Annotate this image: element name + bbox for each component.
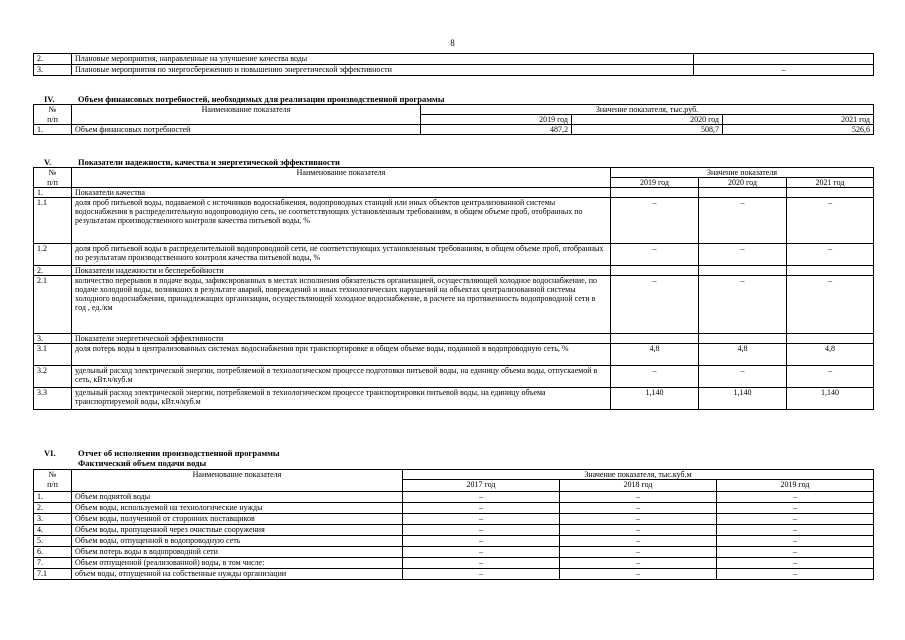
row-name: Объем отпущенной (реализованной) воды, в том числе:	[72, 558, 403, 569]
row-value: 4,8	[611, 344, 699, 366]
year-header: 2021 год	[723, 115, 874, 125]
row-number: 5.	[34, 536, 72, 547]
section-title: Отчет об исполнении производственной программы	[78, 448, 280, 458]
year-header: 2018 год	[560, 480, 717, 492]
page-number: 8	[450, 38, 455, 48]
table-row	[34, 492, 874, 503]
row-value: 526,6	[723, 125, 874, 135]
row-value: –	[611, 198, 699, 244]
row-value: –	[403, 492, 560, 503]
table-row	[34, 125, 874, 135]
row-number: 2.	[34, 503, 72, 514]
year-header: 2017 год	[403, 480, 560, 492]
row-value	[699, 334, 787, 344]
row-value: –	[699, 366, 787, 388]
row-value	[611, 334, 699, 344]
row-value: 4,8	[699, 344, 787, 366]
row-value: –	[560, 536, 717, 547]
row-value	[787, 266, 874, 276]
row-number: 1.	[34, 492, 72, 503]
table-row	[34, 266, 874, 276]
row-value	[699, 266, 787, 276]
col-number-header-sub: п/п	[34, 178, 72, 188]
col-value-header: Значение показателя, тыс.куб.м	[403, 470, 874, 480]
col-number-header: №	[34, 470, 72, 480]
col-value-header: Значение показателя	[611, 168, 874, 178]
row-value: –	[560, 558, 717, 569]
table-row	[34, 536, 874, 547]
row-value: –	[717, 514, 874, 525]
water-supply-report-table	[33, 469, 874, 580]
row-value: –	[560, 569, 717, 580]
row-value: –	[403, 558, 560, 569]
row-value: –	[717, 536, 874, 547]
row-value: –	[611, 276, 699, 334]
row-name: доля проб питьевой воды в распределительной водопроводной сети, не соответствующих установленным требованиям, в общем объеме проб, отобранных по результатам производственного контроля качества питьевой воды, %	[72, 244, 611, 266]
row-name: Объем финансовых потребностей	[72, 125, 421, 135]
section-iv-heading	[44, 95, 444, 104]
row-number: 3.	[34, 514, 72, 525]
row-value: –	[699, 244, 787, 266]
row-name: количество перерывов в подаче воды, зафиксированных в местах исполнения обязательств организацией, осуществляющей холодное водоснабжение, по подаче холодной воды, возникших в результате аварий, повреждений и иных технологических нарушений на объектах централизованной системы холодного водоснабжения, принадлежащих организации, осуществляющей холодное водоснабжение, в расчете на протяженность водопроводной сети в год , ед./км	[72, 276, 611, 334]
row-value: –	[560, 547, 717, 558]
row-value: –	[403, 525, 560, 536]
continuation-table	[33, 53, 874, 76]
table-row	[34, 276, 874, 334]
table-row	[34, 334, 874, 344]
row-value	[787, 334, 874, 344]
section-v-heading	[44, 158, 340, 167]
row-name: объем воды, отпущенной на собственные нужды организации	[72, 569, 403, 580]
row-value	[699, 188, 787, 198]
row-value: –	[403, 547, 560, 558]
row-value: –	[403, 536, 560, 547]
row-value: –	[787, 244, 874, 266]
row-value: 1,140	[699, 388, 787, 410]
col-name-header: Наименование показателя	[72, 105, 421, 125]
row-name: Объем воды, отпущенной в водопроводную сеть	[72, 536, 403, 547]
row-name: Объем воды, полученной от сторонних поставщиков	[72, 514, 403, 525]
row-value: –	[403, 514, 560, 525]
row-value	[611, 266, 699, 276]
table-row	[34, 569, 874, 580]
row-value: 487,2	[421, 125, 572, 135]
table-row	[34, 558, 874, 569]
section-title: Показатели надежности, качества и энергетической эффективности	[78, 157, 340, 167]
table-row	[34, 503, 874, 514]
row-name: Объем поднятой воды	[72, 492, 403, 503]
row-number: 2.1	[34, 276, 72, 334]
row-name: удельный расход электрической энергии, потребляемой в технологическом процессе транспортировки питьевой воды, на единицу объема транспортируемой воды, кВт.ч/куб.м	[72, 388, 611, 410]
table-row	[34, 525, 874, 536]
row-value: 4,8	[787, 344, 874, 366]
year-header: 2020 год	[699, 178, 787, 188]
row-number: 3.	[34, 334, 72, 344]
col-number-header: №	[34, 168, 72, 178]
row-value: 508,7	[572, 125, 723, 135]
table-row	[34, 188, 874, 198]
row-value: –	[717, 558, 874, 569]
reliability-indicators-table	[33, 167, 874, 410]
col-name-header: Наименование показателя	[72, 470, 403, 492]
row-value: –	[717, 503, 874, 514]
row-name: Объем воды, пропущенной через очистные сооружения	[72, 525, 403, 536]
year-header: 2021 год	[787, 178, 874, 188]
table-row	[34, 344, 874, 366]
row-value: –	[717, 492, 874, 503]
row-number: 2.	[34, 266, 72, 276]
row-number: 1.	[34, 125, 72, 135]
col-number-header: №	[34, 105, 72, 115]
col-number-header-sub: п/п	[34, 480, 72, 492]
table-row	[34, 366, 874, 388]
row-number: 4.	[34, 525, 72, 536]
row-value: –	[611, 366, 699, 388]
table-row	[34, 388, 874, 410]
col-value-header: Значение показателя, тыс.руб.	[421, 105, 874, 115]
row-value: –	[560, 525, 717, 536]
section-number: IV.	[44, 94, 55, 104]
table-row	[34, 65, 874, 76]
row-value: –	[560, 503, 717, 514]
row-number: 3.1	[34, 344, 72, 366]
row-name: Плановые мероприятия, направленные на улучшение качества воды	[72, 54, 694, 65]
row-value: –	[611, 244, 699, 266]
row-value: –	[717, 525, 874, 536]
row-number: 7.	[34, 558, 72, 569]
table-row	[34, 547, 874, 558]
row-name: Объем потерь воды в водопроводной сети	[72, 547, 403, 558]
row-value: –	[694, 65, 874, 76]
row-value: –	[787, 366, 874, 388]
section-vi-heading	[44, 449, 280, 458]
row-number: 3.3	[34, 388, 72, 410]
row-number: 1.	[34, 188, 72, 198]
row-value: –	[560, 514, 717, 525]
table-row	[34, 54, 874, 65]
row-value: 1,140	[611, 388, 699, 410]
row-value: –	[403, 569, 560, 580]
row-value	[787, 188, 874, 198]
row-name: Объем воды, используемой на технологические нужды	[72, 503, 403, 514]
row-number: 3.	[34, 65, 72, 76]
row-value: –	[717, 569, 874, 580]
row-value: –	[403, 503, 560, 514]
row-number: 7.1	[34, 569, 72, 580]
row-name: доля проб питьевой воды, подаваемой с источников водоснабжения, водопроводных станций или иных объектов централизованной системы водоснабжения в распределительную водопроводную сеть, не соответствующих установленным требованиям, в общем объеме проб, отобранных по результатам производственного контроля качества питьевой воды, %	[72, 198, 611, 244]
row-name: Показатели энергетической эффективности	[72, 334, 611, 344]
row-name: Показатели качества	[72, 188, 611, 198]
table-row	[34, 244, 874, 266]
row-value: –	[699, 198, 787, 244]
year-header: 2020 год	[572, 115, 723, 125]
row-value: –	[717, 547, 874, 558]
row-name: доля потерь воды в централизованных системах водоснабжения при транспортировке в общем объеме воды, поданной в водопроводную сеть, %	[72, 344, 611, 366]
year-header: 2019 год	[611, 178, 699, 188]
row-number: 1.2	[34, 244, 72, 266]
section-title: Объем финансовых потребностей, необходимых для реализации производственной программы	[78, 94, 445, 104]
section-vi-subtitle: Фактический объем подачи воды	[78, 458, 207, 468]
row-name: удельный расход электрической энергии, потребляемой в технологическом процессе подготовки питьевой воды, на единицу объема воды, отпускаемой в сеть, кВт.ч/куб.м	[72, 366, 611, 388]
section-number: VI.	[44, 448, 56, 458]
year-header: 2019 год	[717, 480, 874, 492]
row-value: –	[787, 276, 874, 334]
section-number: V.	[44, 157, 52, 167]
row-name: Плановые мероприятия по энергосбережению и повышению энергетической эффективности	[72, 65, 694, 76]
row-number: 1.1	[34, 198, 72, 244]
row-number: 6.	[34, 547, 72, 558]
row-name: Показатели надежности и бесперебойности	[72, 266, 611, 276]
row-value	[611, 188, 699, 198]
col-name-header: Наименование показателя	[72, 168, 611, 188]
row-number: 3.2	[34, 366, 72, 388]
year-header: 2019 год	[421, 115, 572, 125]
row-value: 1,140	[787, 388, 874, 410]
col-number-header-sub: п/п	[34, 115, 72, 125]
table-row	[34, 514, 874, 525]
table-row	[34, 198, 874, 244]
row-number: 2.	[34, 54, 72, 65]
row-value	[694, 54, 874, 65]
row-value: –	[560, 492, 717, 503]
financial-needs-table	[33, 104, 874, 135]
row-value: –	[699, 276, 787, 334]
row-value: –	[787, 198, 874, 244]
